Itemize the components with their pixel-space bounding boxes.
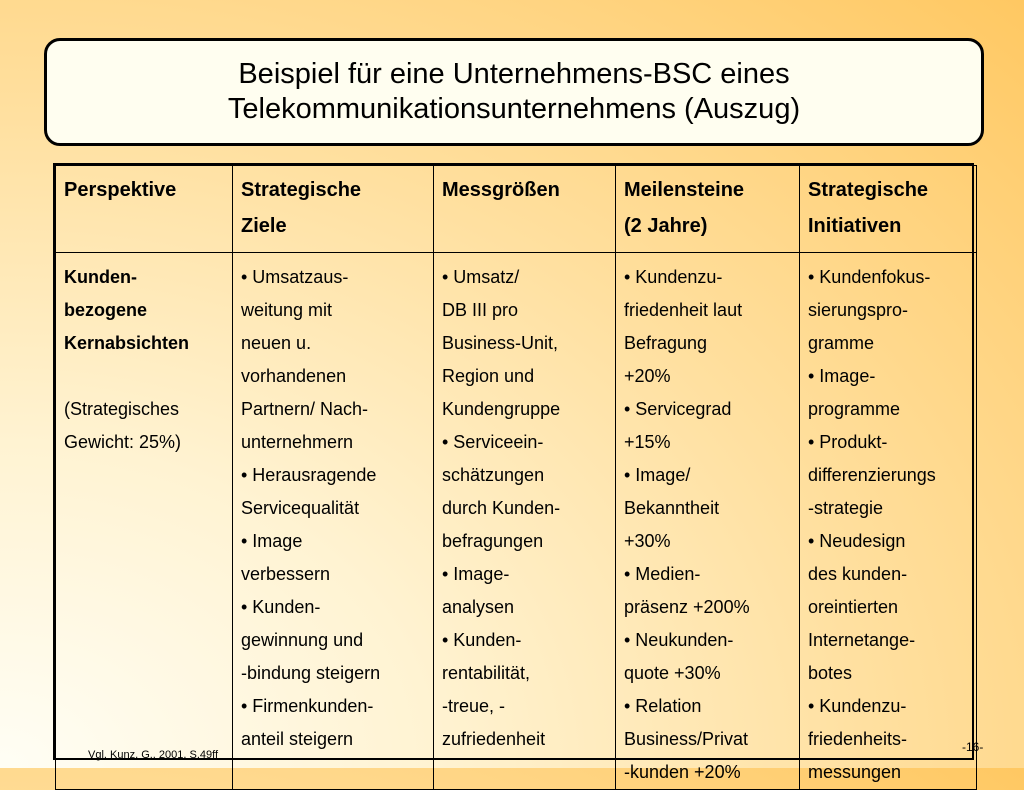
cell-line: analysen	[442, 597, 515, 617]
header-text: Messgrößen	[442, 179, 560, 201]
title-line-2: Telekommunikationsunternehmens (Auszug)	[227, 93, 801, 125]
header-text: Strategische	[241, 179, 362, 201]
header-meilensteine	[616, 166, 800, 253]
cell-line: Business-Unit,	[442, 333, 559, 353]
cell-line: • Firmenkunden-	[241, 696, 374, 716]
cell-line: • Image	[241, 531, 303, 551]
table-row	[56, 253, 977, 790]
weight-text: Gewicht: 25%)	[64, 432, 182, 452]
cell-line: DB III pro	[442, 300, 519, 320]
cell-line: +30%	[624, 531, 671, 551]
cell-line: -bindung steigern	[241, 663, 381, 683]
cell-meilensteine	[616, 253, 800, 790]
cell-line: • Kunden-	[442, 630, 522, 650]
cell-line: neuen u.	[241, 333, 312, 353]
cell-line: quote +30%	[624, 663, 721, 683]
cell-line: unternehmern	[241, 432, 354, 452]
cell-line: anteil steigern	[241, 729, 354, 749]
cell-line: befragungen	[442, 531, 544, 551]
cell-line: Region und	[442, 366, 535, 386]
perspective-label: bezogene	[64, 300, 148, 320]
cell-line: • Serviceein-	[442, 432, 544, 452]
cell-line: +15%	[624, 432, 671, 452]
cell-line: • Produkt-	[808, 432, 888, 452]
cell-line: messungen	[808, 762, 902, 782]
cell-line: • Neudesign	[808, 531, 906, 551]
cell-line: -strategie	[808, 498, 884, 518]
cell-line: -kunden +20%	[624, 762, 741, 782]
cell-line: Business/Privat	[624, 729, 749, 749]
cell-line: vorhandenen	[241, 366, 347, 386]
header-text: Strategische	[808, 179, 929, 201]
cell-line: • Kundenzu-	[808, 696, 907, 716]
cell-line: weitung mit	[241, 300, 333, 320]
cell-line: +20%	[624, 366, 671, 386]
weight-text: (Strategisches	[64, 399, 180, 419]
cell-ziele	[233, 253, 434, 790]
cell-line: Kundengruppe	[442, 399, 561, 419]
header-text: Perspektive	[64, 179, 177, 201]
cell-line: programme	[808, 399, 901, 419]
header-text: Ziele	[241, 215, 287, 237]
cell-line: friedenheits-	[808, 729, 908, 749]
header-text: Initiativen	[808, 215, 902, 237]
cell-line: des kunden-	[808, 564, 908, 584]
cell-line: Befragung	[624, 333, 708, 353]
cell-line: friedenheit laut	[624, 300, 743, 320]
perspective-label: Kunden-	[64, 267, 137, 287]
cell-initiativen	[800, 253, 977, 790]
cell-line: • Medien-	[624, 564, 701, 584]
cell-line: • Herausragende	[241, 465, 377, 485]
cell-perspektive	[56, 253, 233, 790]
header-text: Meilensteine	[624, 179, 745, 201]
header-messgroessen	[434, 166, 616, 253]
cell-line: Internetange-	[808, 630, 916, 650]
header-perspektive	[56, 166, 233, 253]
cell-line: • Umsatzaus-	[241, 267, 349, 287]
cell-line: • Image-	[808, 366, 876, 386]
cell-line: • Kundenfokus-	[808, 267, 931, 287]
cell-line: • Kunden-	[241, 597, 321, 617]
title-line-1: Beispiel für eine Unternehmens-BSC eines	[238, 58, 790, 90]
table-header-row	[56, 166, 977, 253]
cell-line: sierungspro-	[808, 300, 909, 320]
cell-line: • Umsatz/	[442, 267, 520, 287]
cell-line: schätzungen	[442, 465, 545, 485]
cell-line: • Neukunden-	[624, 630, 734, 650]
cell-line: Bekanntheit	[624, 498, 720, 518]
header-text: (2 Jahre)	[624, 215, 708, 237]
cell-line: -treue, -	[442, 696, 506, 716]
cell-line: präsenz +200%	[624, 597, 750, 617]
cell-line: • Kundenzu-	[624, 267, 723, 287]
header-strategische-initiativen	[800, 166, 977, 253]
cell-line: zufriedenheit	[442, 729, 546, 749]
header-strategische-ziele	[233, 166, 434, 253]
cell-line: • Relation	[624, 696, 702, 716]
source-footnote: Vgl. Kunz, G., 2001, S.49ff	[88, 749, 219, 761]
cell-line: gramme	[808, 333, 875, 353]
cell-line: gewinnung und	[241, 630, 364, 650]
cell-line: Partnern/ Nach-	[241, 399, 369, 419]
cell-messgroessen	[434, 253, 616, 790]
cell-line: rentabilität,	[442, 663, 531, 683]
cell-line: • Image-	[442, 564, 510, 584]
cell-line: Servicequalität	[241, 498, 360, 518]
cell-line: botes	[808, 663, 853, 683]
page-number: -16-	[962, 740, 984, 754]
slide-title	[44, 38, 984, 146]
perspective-label: Kernabsichten	[64, 333, 190, 353]
cell-line: • Servicegrad	[624, 399, 732, 419]
cell-line: durch Kunden-	[442, 498, 561, 518]
spacer	[64, 360, 226, 393]
cell-line: oreintierten	[808, 597, 899, 617]
bsc-table	[53, 163, 974, 782]
cell-line: verbessern	[241, 564, 331, 584]
cell-line: differenzierungs	[808, 465, 936, 485]
cell-line: • Image/	[624, 465, 691, 485]
